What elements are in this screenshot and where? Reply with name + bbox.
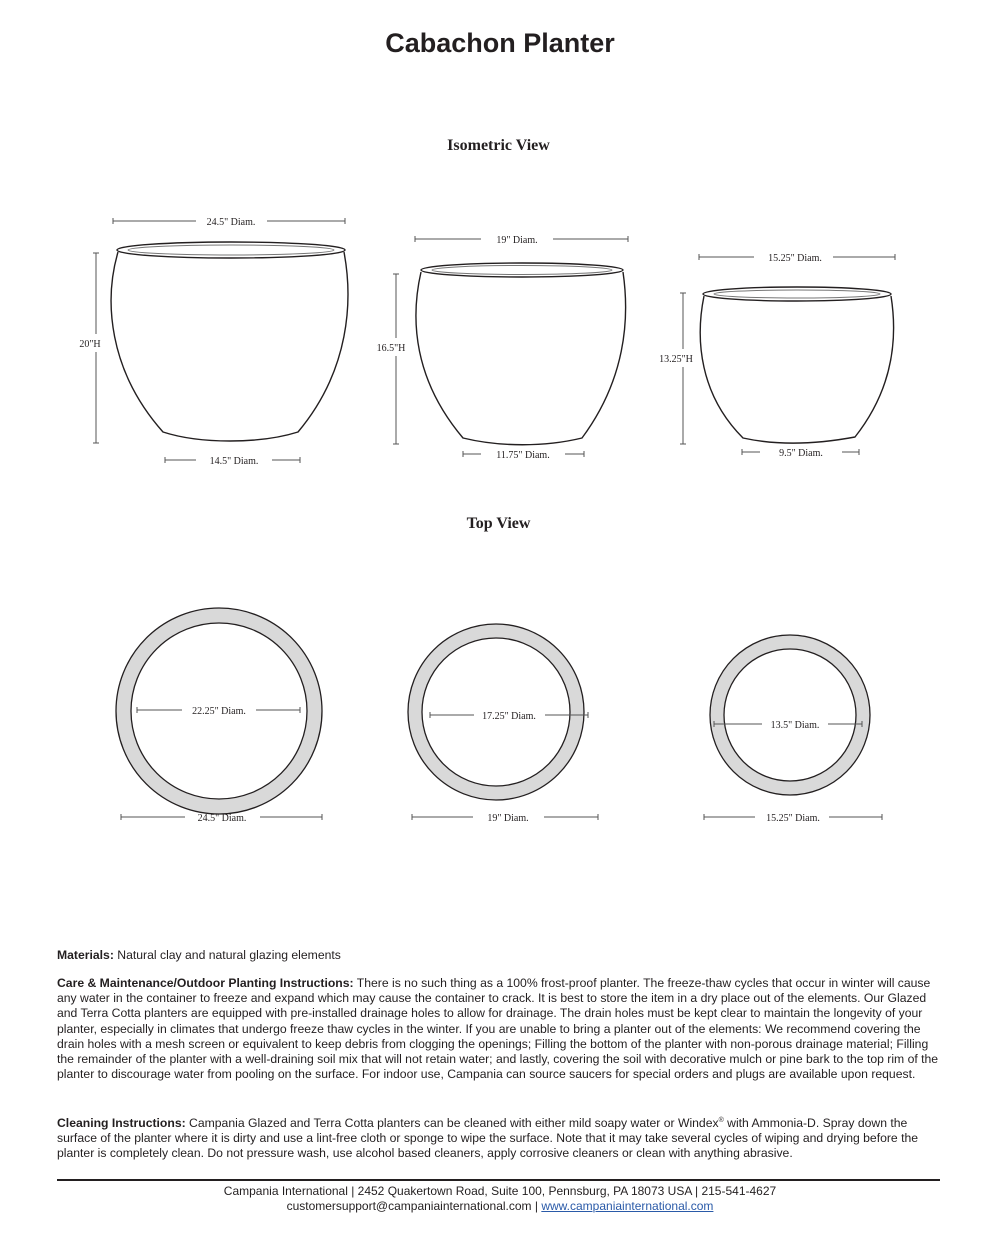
dim-height-1: 20"H — [79, 339, 101, 350]
dim-top-diameter-1: 24.5" Diam. — [206, 217, 256, 228]
materials-section — [57, 948, 947, 963]
materials-label: Materials: — [57, 948, 114, 962]
dim-inner-diameter-2: 17.25" Diam. — [482, 711, 536, 722]
dim-bottom-diameter-3: 9.5" Diam. — [779, 448, 823, 459]
dim-inner-diameter-3: 13.5" Diam. — [770, 720, 820, 731]
footer-separator: | — [531, 1199, 542, 1213]
top-view-heading: Top View — [466, 515, 531, 532]
isometric-view-heading: Isometric View — [447, 137, 550, 154]
registered-mark: ® — [718, 1117, 724, 1124]
footer-address: Campania International | 2452 Quakertown Road, Suite 100, Pennsburg, PA 18073 USA | 215-541-4627 — [223, 1184, 777, 1198]
footer-divider — [57, 1179, 940, 1181]
footer-email: customersupport@campaniainternational.com — [286, 1199, 532, 1213]
top-view-planter-small — [710, 635, 870, 795]
footer-contact — [0, 1199, 1000, 1214]
dim-outer-diameter-1: 24.5" Diam. — [197, 813, 247, 824]
materials-text: Natural clay and natural glazing elements — [117, 948, 341, 962]
care-label: Care & Maintenance/Outdoor Planting Instructions: — [57, 976, 354, 990]
dim-bottom-diameter-1: 14.5" Diam. — [209, 456, 259, 467]
care-section — [57, 976, 947, 1082]
dim-top-diameter-2: 19" Diam. — [496, 235, 538, 246]
dim-top-diameter-3: 15.25" Diam. — [768, 253, 822, 264]
dim-outer-diameter-3: 15.25" Diam. — [766, 813, 820, 824]
care-text: There is no such thing as a 100% frost-proof planter. The freeze-thaw cycles that occur in winter will cause any water in the container to freeze and expand which may cause the container to crack. It is best to store the item in a dry place out of the elements. Our Glazed and Terra Cotta planters are equipped with pre-installed drainage holes to allow for drainage. The drain holes must be kept clear to maintain the longevity of your planter, especially in climates that undergo freeze thaw cycles in the winter. If you are unable to bring a planter out of the elements: We recommend covering the drain holes with a mesh screen or equivalent to keep debris from clogging the openings; Filling the bottom of the planter with non-porous drainage material; Filling the remainder of the planter with a well-draining soil mix that will not retain water; and lastly, covering the soil with decorative mulch or pine bark to the top rim of the planter to discourage water from pooling on the surface. For indoor use, Campania can source saucers for special orders and plugs are available upon request. — [57, 976, 939, 1082]
footer-website-link[interactable]: www.campaniainternational.com — [541, 1199, 714, 1213]
cleaning-text-before: Campania Glazed and Terra Cotta planters can be cleaned with either mild soapy water or Windex — [189, 1116, 719, 1131]
cleaning-label: Cleaning Instructions: — [57, 1116, 186, 1131]
page-title: Cabachon Planter — [385, 28, 615, 58]
cleaning-text-after: with Ammonia-D. Spray down the surface of the planter where it is dirty and use a lint-free cloth or sponge to wipe the surface. Note that it may take several cycles of wiping and drying before the planter is completely clean. Do not pressure wash, use alcohol based cleaners, apply corrosive cleaners or clean with anything abrasive. — [57, 1116, 919, 1161]
cleaning-section — [57, 1113, 947, 1162]
dim-height-2: 16.5"H — [376, 343, 406, 354]
dim-height-3: 13.25"H — [659, 354, 693, 365]
dim-inner-diameter-1: 22.25" Diam. — [192, 706, 246, 717]
dim-bottom-diameter-2: 11.75" Diam. — [496, 450, 550, 461]
dim-outer-diameter-2: 19" Diam. — [487, 813, 529, 824]
